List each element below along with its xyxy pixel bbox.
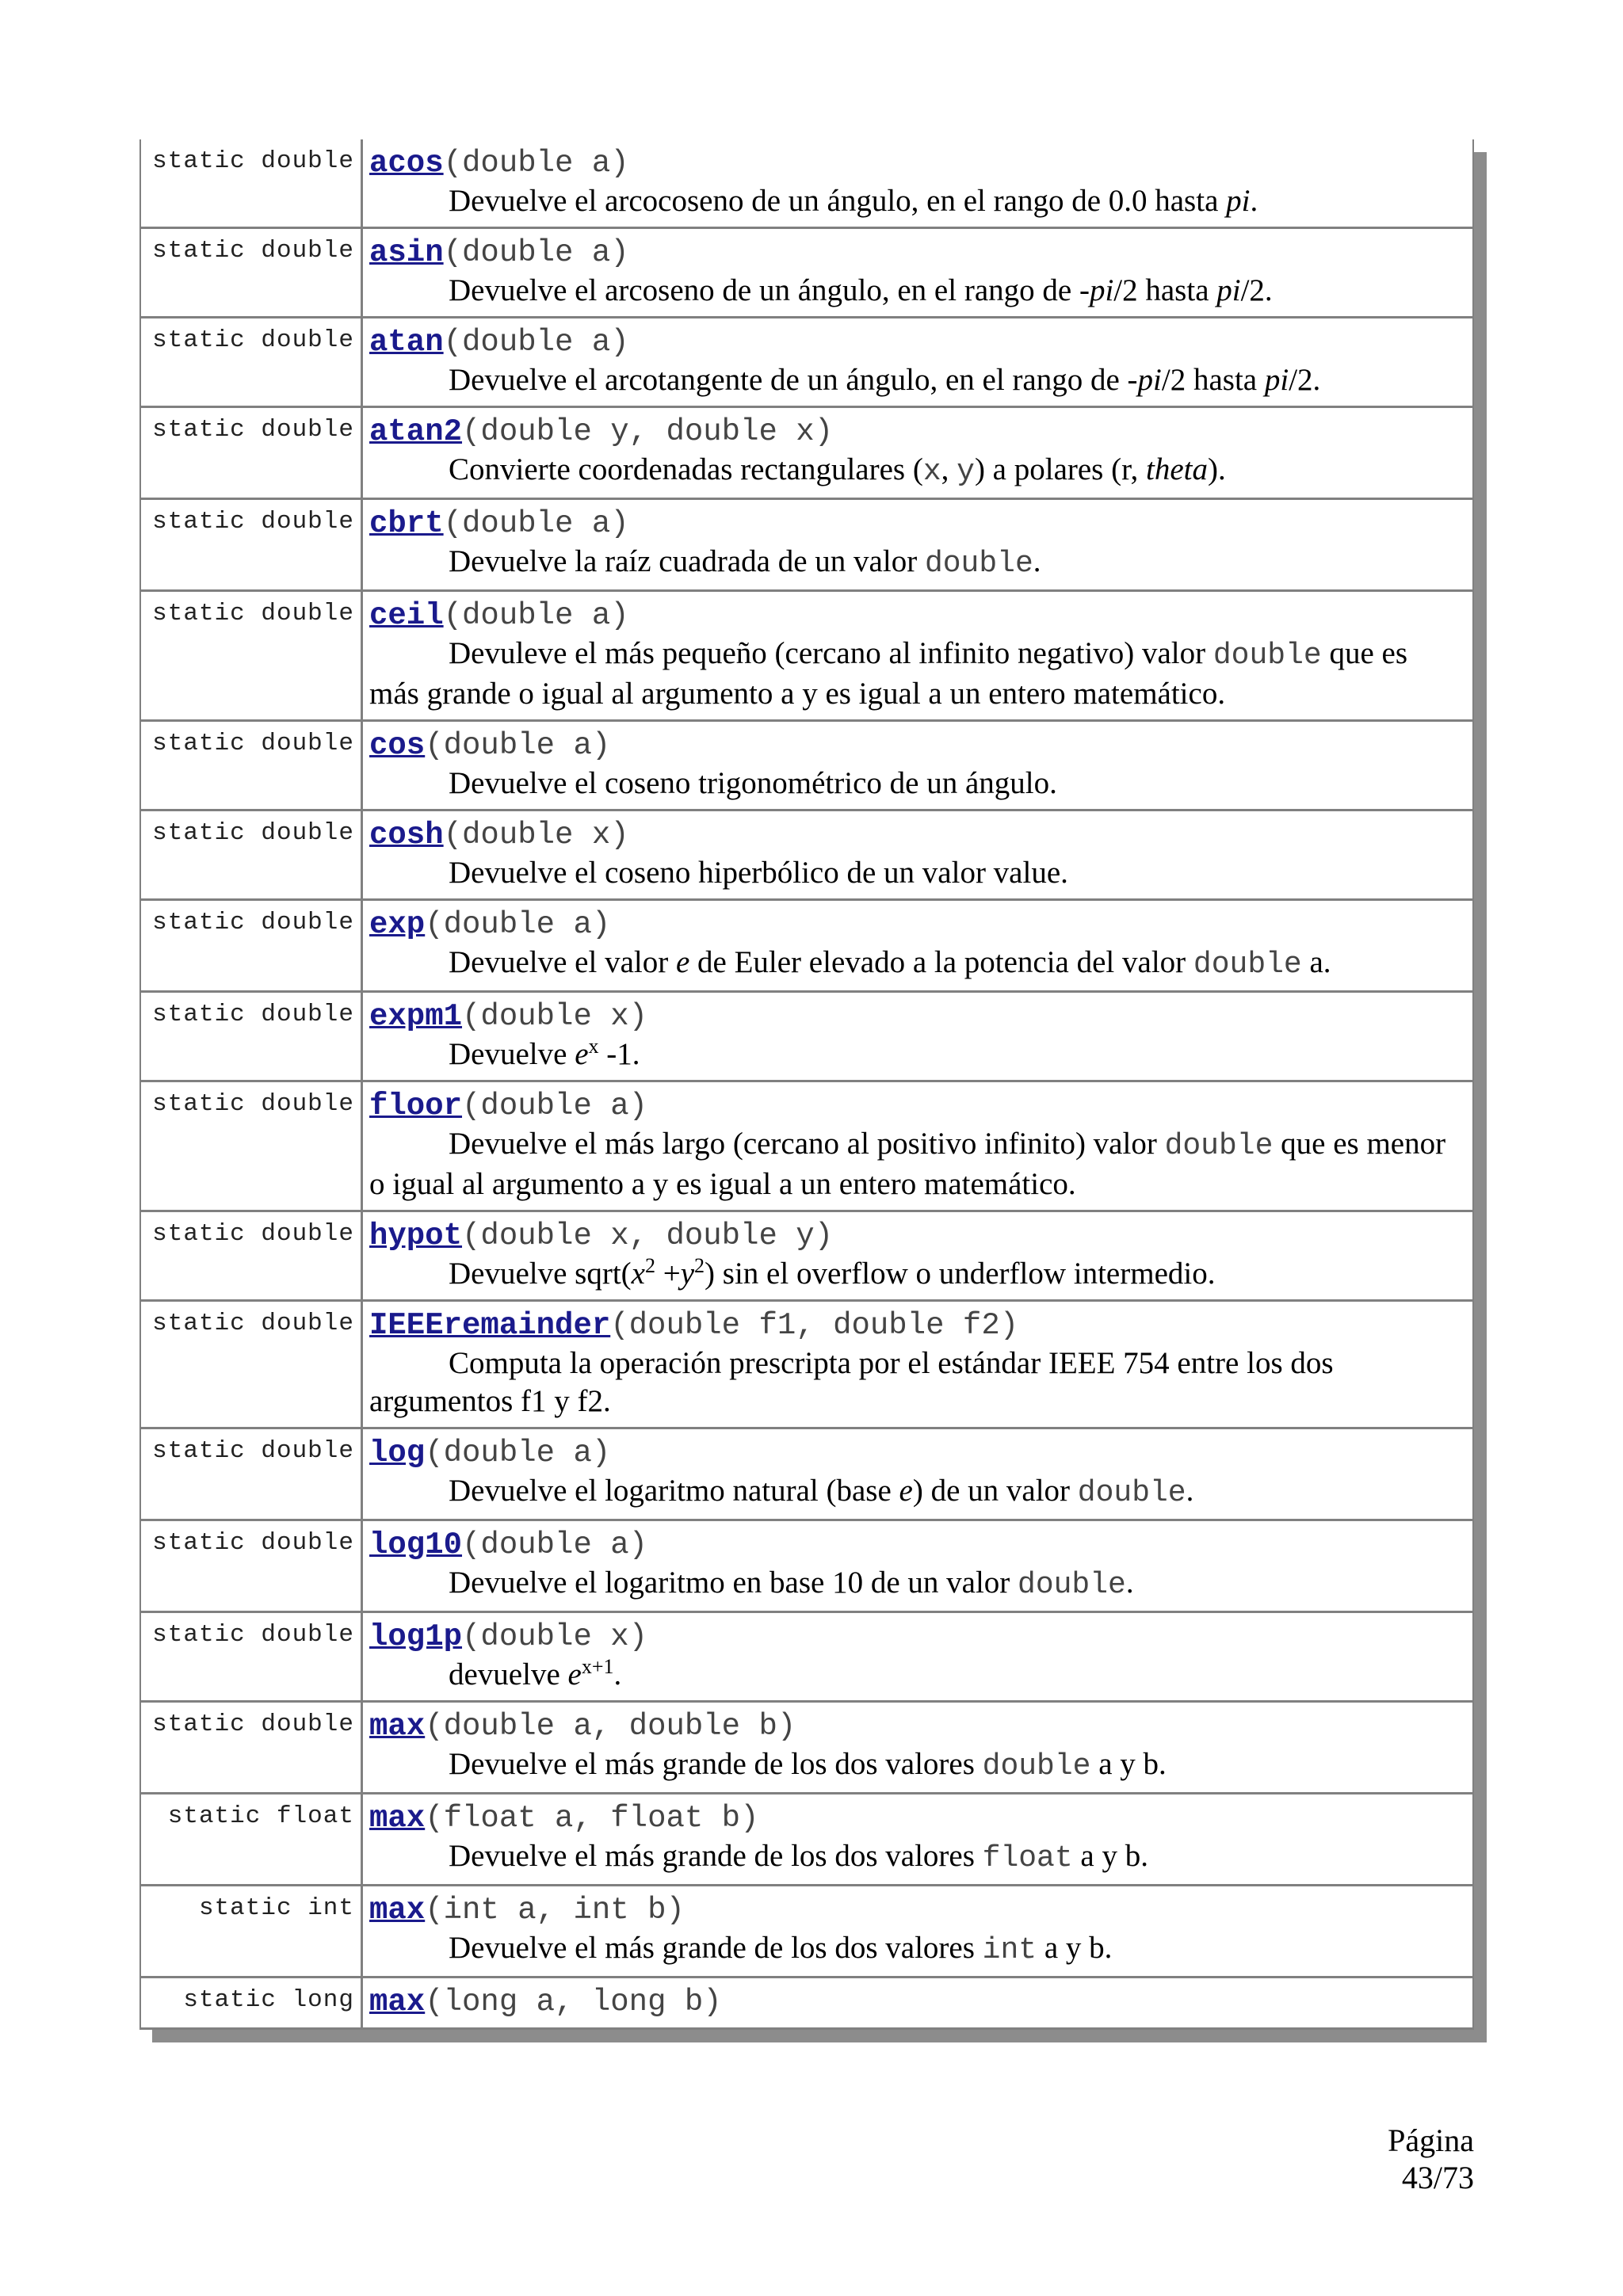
method-row <box>141 318 1472 408</box>
method-link-max[interactable]: max <box>369 1709 426 1744</box>
method-modifier: static double <box>141 901 363 990</box>
method-description: Devuelve el más grande de los dos valores float a y b. <box>449 1839 1148 1875</box>
method-description: Devuelve el más grande de los dos valores int a y b. <box>449 1931 1113 1967</box>
method-link-exp[interactable]: exp <box>369 907 426 942</box>
method-modifier: static double <box>141 811 363 898</box>
method-params: (double a) <box>443 506 629 541</box>
method-row <box>141 139 1472 229</box>
method-row <box>141 722 1472 811</box>
method-link-atan[interactable]: atan <box>369 325 444 360</box>
method-signature <box>369 597 1463 635</box>
method-modifier: static double <box>141 592 363 719</box>
method-signature <box>369 323 1463 361</box>
method-detail <box>363 1978 1472 2027</box>
method-row <box>141 1212 1472 1302</box>
method-row <box>141 993 1472 1082</box>
method-detail <box>363 1429 1472 1519</box>
method-modifier: static double <box>141 1429 363 1519</box>
method-params: (double a) <box>443 146 629 181</box>
method-description: devuelve $e^{x+1}$. <box>449 1655 622 1691</box>
method-row <box>141 408 1472 500</box>
method-params: (double a) <box>425 728 611 763</box>
method-detail <box>363 1794 1472 1884</box>
method-row <box>141 1978 1472 2030</box>
method-signature <box>369 906 1463 944</box>
method-link-max[interactable]: max <box>369 1893 426 1928</box>
method-description: Devuleve el más pequeño (cercano al infinito negativo) valor double que es más grande o igual al argumento a y es igual a un entero matemático. <box>369 636 1408 711</box>
method-link-ieeeremainder[interactable]: IEEEremainder <box>369 1308 611 1343</box>
method-row <box>141 1794 1472 1886</box>
method-description: Convierte coordenadas rectangulares (x, y) a polares (r, theta). <box>449 452 1226 489</box>
method-modifier: static double <box>141 1521 363 1611</box>
method-params: (double f1, double f2) <box>610 1308 1019 1343</box>
method-params: (double a, double b) <box>425 1709 796 1744</box>
method-row <box>141 1613 1472 1703</box>
method-params: (double x) <box>443 818 629 852</box>
method-row <box>141 500 1472 592</box>
method-link-atan2[interactable]: atan2 <box>369 414 463 449</box>
method-detail <box>363 722 1472 809</box>
method-modifier: static double <box>141 318 363 406</box>
method-params: (int a, int b) <box>425 1893 685 1928</box>
method-params: (float a, float b) <box>425 1801 759 1836</box>
method-signature <box>369 1618 1463 1656</box>
method-description: Computa la operación prescripta por el estándar IEEE 754 entre los dos argumentos f1 y f2. <box>369 1346 1334 1418</box>
method-description: Devuelve el logaritmo en base 10 de un valor double. <box>449 1566 1134 1602</box>
method-signature <box>369 727 1463 765</box>
method-signature <box>369 413 1463 451</box>
method-row <box>141 1521 1472 1613</box>
method-row <box>141 229 1472 318</box>
method-signature <box>369 816 1463 854</box>
method-row <box>141 1302 1472 1429</box>
method-params: (double a) <box>425 907 611 942</box>
method-modifier: static double <box>141 1302 363 1427</box>
method-modifier: static float <box>141 1794 363 1884</box>
method-description: Devuelve $sqrt(x^2 +y^2)$ sin el overflow o underflow intermedio. <box>449 1254 1216 1291</box>
method-modifier: static double <box>141 1212 363 1299</box>
method-row <box>141 1886 1472 1978</box>
method-link-cbrt[interactable]: cbrt <box>369 506 444 541</box>
method-params: (double a) <box>443 235 629 270</box>
method-link-log[interactable]: log <box>369 1436 426 1470</box>
method-signature <box>369 505 1463 543</box>
method-modifier: static double <box>141 722 363 809</box>
method-link-cos[interactable]: cos <box>369 728 426 763</box>
method-detail <box>363 1521 1472 1611</box>
method-link-asin[interactable]: asin <box>369 235 444 270</box>
method-detail <box>363 901 1472 990</box>
method-detail <box>363 139 1472 227</box>
method-description: Devuelve el valor e de Euler elevado a la potencia del valor double a. <box>449 945 1331 982</box>
method-description: Devuelve el más largo (cercano al positivo infinito) valor double que es menor o igual al argumento a y es igual a un entero matemático. <box>369 1127 1446 1201</box>
method-modifier: static double <box>141 993 363 1080</box>
method-row <box>141 592 1472 722</box>
method-signature <box>369 1707 1463 1745</box>
method-params: (double a) <box>443 598 629 633</box>
method-description: Devuelve la raíz cuadrada de un valor double. <box>449 544 1041 581</box>
method-link-cosh[interactable]: cosh <box>369 818 444 852</box>
method-signature <box>369 1306 1463 1344</box>
method-row <box>141 1082 1472 1212</box>
method-description: Devuelve el logaritmo natural (base e) de un valor double. <box>449 1474 1194 1510</box>
method-params: (double y, double x) <box>462 414 834 449</box>
method-detail <box>363 408 1472 498</box>
method-link-floor[interactable]: floor <box>369 1089 463 1123</box>
method-detail <box>363 1082 1472 1210</box>
method-description: Devuelve el arcotangente de un ángulo, en el rango de -pi/2 hasta pi/2. <box>449 363 1321 397</box>
method-link-hypot[interactable]: hypot <box>369 1219 463 1253</box>
method-detail <box>363 592 1472 719</box>
method-link-max[interactable]: max <box>369 1801 426 1836</box>
method-params: (double x) <box>462 1619 648 1654</box>
method-description: Devuelve el coseno trigonométrico de un ángulo. <box>449 766 1057 800</box>
method-modifier: static double <box>141 1703 363 1792</box>
method-detail <box>363 500 1472 589</box>
method-params: (double a) <box>462 1089 648 1123</box>
method-signature <box>369 1434 1463 1472</box>
method-link-log10[interactable]: log10 <box>369 1527 463 1562</box>
method-detail <box>363 1212 1472 1299</box>
method-signature <box>369 234 1463 272</box>
method-detail <box>363 1613 1472 1700</box>
method-params: (double a) <box>443 325 629 360</box>
method-detail <box>363 229 1472 316</box>
method-modifier: static long <box>141 1978 363 2027</box>
method-link-acos[interactable]: acos <box>369 146 444 181</box>
method-modifier: static double <box>141 500 363 589</box>
method-link-ceil[interactable]: ceil <box>369 598 444 633</box>
method-signature <box>369 1217 1463 1255</box>
method-link-expm1[interactable]: expm1 <box>369 999 463 1034</box>
method-signature <box>369 1983 1463 2021</box>
method-modifier: static double <box>141 229 363 316</box>
method-description: Devuelve $e^x$ -1. <box>449 1035 640 1071</box>
method-signature <box>369 1526 1463 1564</box>
method-modifier: static double <box>141 408 363 498</box>
method-params: (double a) <box>462 1527 648 1562</box>
method-signature <box>369 144 1463 182</box>
page-number: Página 43/73 <box>1388 2122 1474 2195</box>
method-params: (double x) <box>462 999 648 1034</box>
method-signature <box>369 1891 1463 1929</box>
method-signature <box>369 997 1463 1035</box>
method-row <box>141 811 1472 901</box>
method-link-max[interactable]: max <box>369 1985 426 2019</box>
method-modifier: static double <box>141 139 363 227</box>
method-signature <box>369 1799 1463 1837</box>
method-modifier: static int <box>141 1886 363 1976</box>
method-description: Devuelve el arcocoseno de un ángulo, en el rango de 0.0 hasta pi. <box>449 184 1258 218</box>
method-detail <box>363 1886 1472 1976</box>
method-detail <box>363 1302 1472 1427</box>
method-detail <box>363 993 1472 1080</box>
method-summary-table <box>139 139 1474 2030</box>
method-row <box>141 1703 1472 1794</box>
method-params: (long a, long b) <box>425 1985 722 2019</box>
method-modifier: static double <box>141 1082 363 1210</box>
method-modifier: static double <box>141 1613 363 1700</box>
method-description: Devuelve el más grande de los dos valores double a y b. <box>449 1747 1167 1783</box>
method-params: (double x, double y) <box>462 1219 834 1253</box>
method-row <box>141 1429 1472 1521</box>
method-description: Devuelve el arcoseno de un ángulo, en el rango de -pi/2 hasta pi/2. <box>449 273 1273 307</box>
method-signature <box>369 1087 1463 1125</box>
method-detail <box>363 811 1472 898</box>
method-detail <box>363 318 1472 406</box>
method-link-log1p[interactable]: log1p <box>369 1619 463 1654</box>
method-params: (double a) <box>425 1436 611 1470</box>
method-description: Devuelve el coseno hiperbólico de un valor value. <box>449 856 1068 890</box>
method-detail <box>363 1703 1472 1792</box>
method-row <box>141 901 1472 993</box>
